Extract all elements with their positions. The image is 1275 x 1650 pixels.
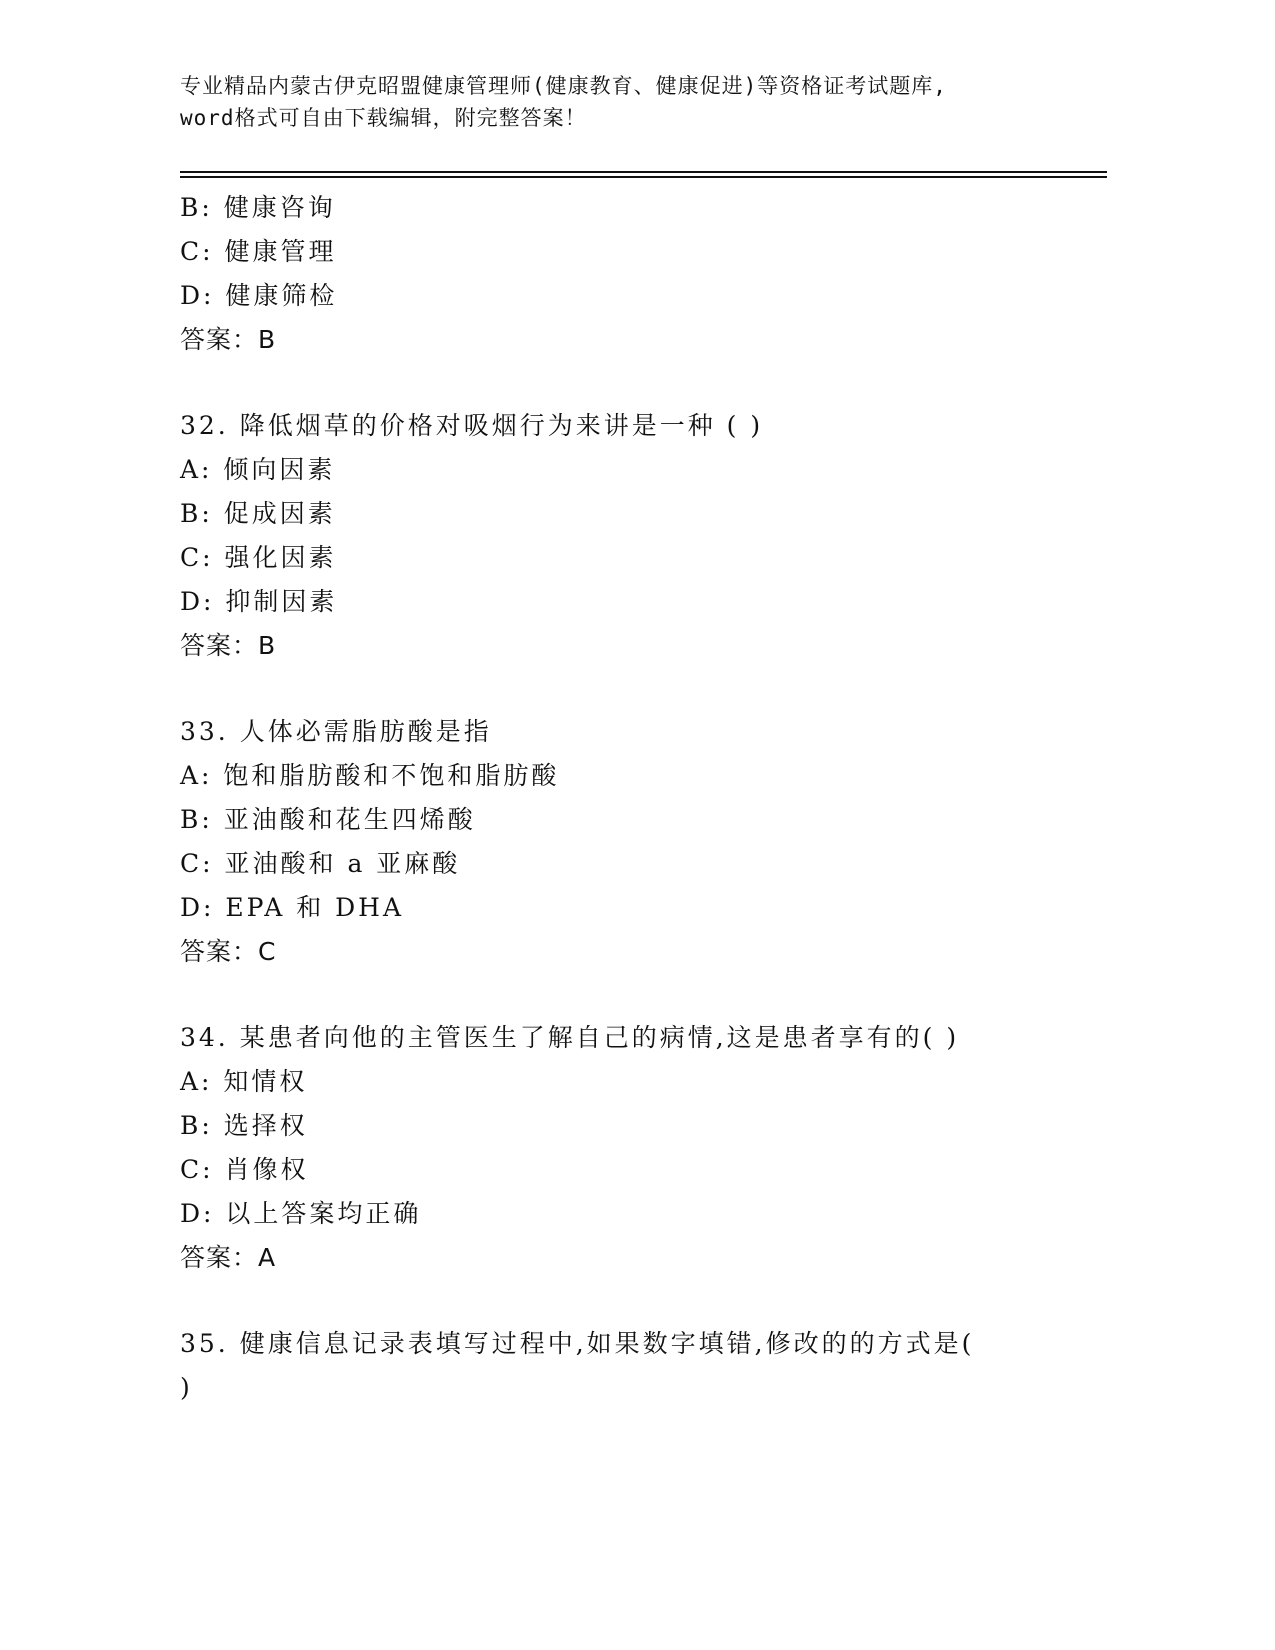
option-a: A: 倾向因素 (180, 455, 336, 484)
answer-line: 答案：B (180, 325, 277, 354)
spacer (180, 362, 1110, 404)
option-c: C: 肖像权 (180, 1155, 309, 1184)
option-c: C: 亚油酸和 a 亚麻酸 (180, 849, 461, 878)
question-stem: 35. 健康信息记录表填写过程中,如果数字填错,修改的的方式是( (180, 1329, 975, 1358)
header-line-1: 专业精品内蒙古伊克昭盟健康管理师(健康教育、健康促进)等资格证考试题库, (180, 74, 947, 98)
option-a: A: 知情权 (180, 1067, 308, 1096)
question-stem: 33. 人体必需脂肪酸是指 (180, 717, 492, 746)
option-d: D: 以上答案均正确 (180, 1199, 422, 1228)
option-a: A: 饱和脂肪酸和不饱和脂肪酸 (180, 761, 560, 790)
question-35 (180, 1322, 1110, 1410)
answer-line: 答案：B (180, 631, 277, 660)
answer-line: 答案：C (180, 937, 277, 966)
question-stem: 34. 某患者向他的主管医生了解自己的病情,这是患者享有的( ) (180, 1023, 960, 1052)
option-c: C: 强化因素 (180, 543, 337, 572)
document-header (180, 70, 1110, 134)
answer-line: 答案：A (180, 1243, 277, 1272)
spacer (180, 668, 1110, 710)
option-d: D: 抑制因素 (180, 587, 338, 616)
question-stem-continued: ) (180, 1373, 193, 1402)
header-line-2: word格式可自由下载编辑，附完整答案！ (180, 106, 587, 130)
option-d: D: EPA 和 DHA (180, 893, 405, 922)
question-33 (180, 710, 1110, 974)
question-32 (180, 404, 1110, 668)
spacer (180, 974, 1110, 1016)
option-b: B: 选择权 (180, 1111, 308, 1140)
option-c: C: 健康管理 (180, 237, 337, 266)
header-rule-bottom (180, 176, 1107, 178)
question-list (180, 186, 1110, 1410)
question-31 (180, 186, 1110, 362)
header-rule-top (180, 171, 1107, 173)
option-b: B: 健康咨询 (180, 193, 336, 222)
spacer (180, 1280, 1110, 1322)
option-b: B: 亚油酸和花生四烯酸 (180, 805, 476, 834)
question-34 (180, 1016, 1110, 1280)
option-d: D: 健康筛检 (180, 281, 338, 310)
option-b: B: 促成因素 (180, 499, 336, 528)
question-stem: 32. 降低烟草的价格对吸烟行为来讲是一种 ( ) (180, 411, 764, 440)
